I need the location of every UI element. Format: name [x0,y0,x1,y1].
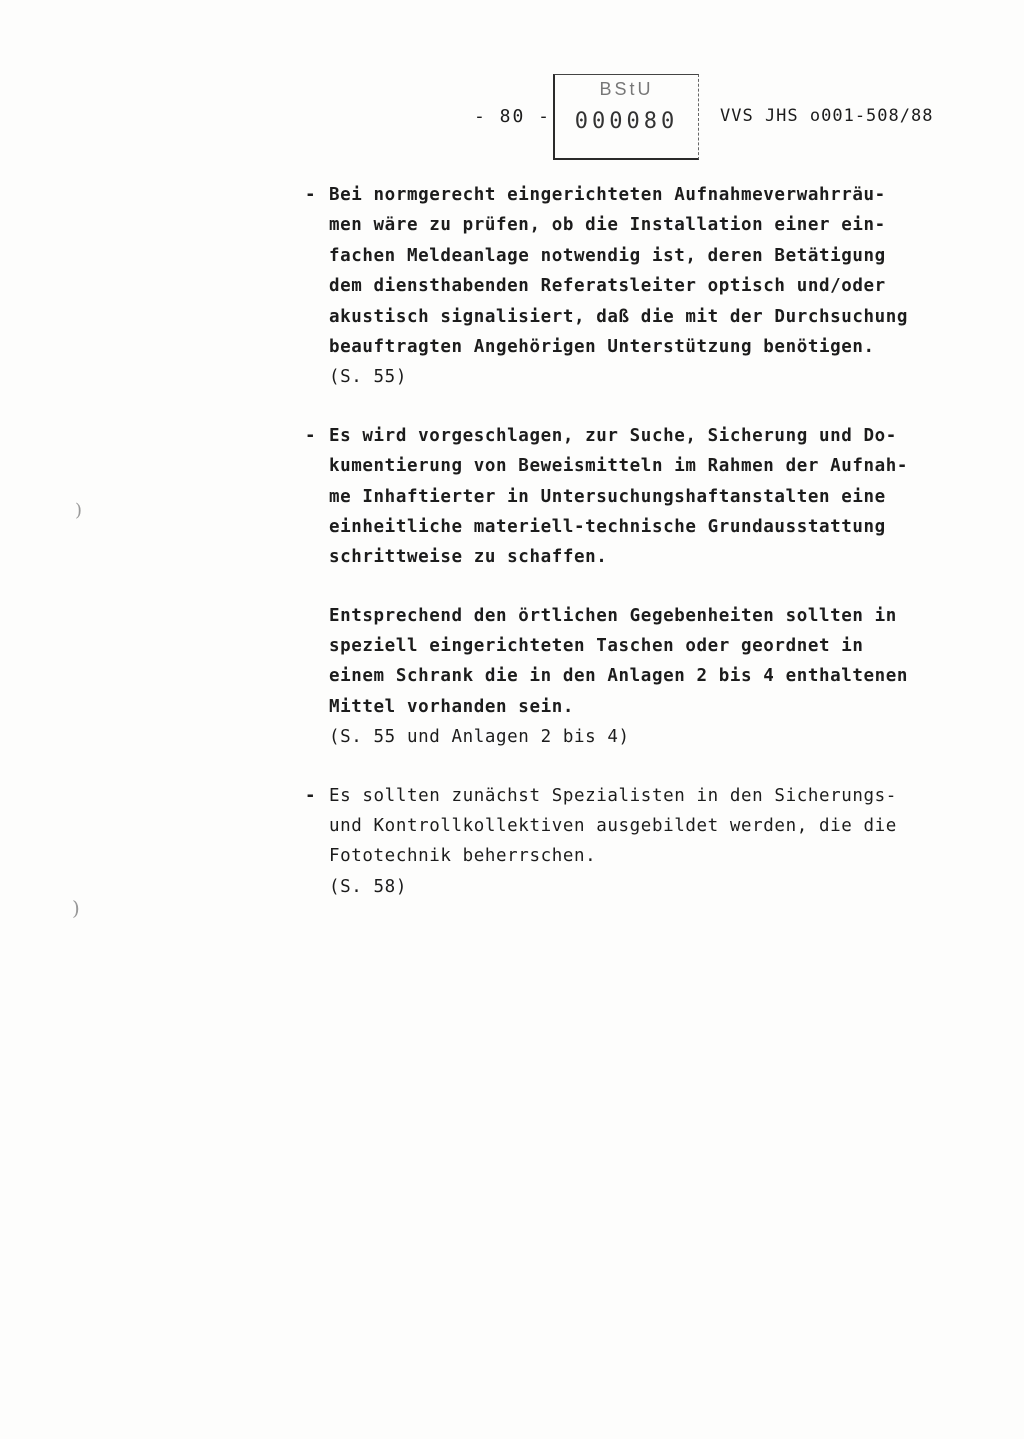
page-reference: (S. 58) [329,876,407,897]
stamp-number: 000080 [574,109,679,134]
text-line: me Inhaftierter in Untersuchungshaftanstalten eine [329,486,886,507]
list-item [305,781,985,903]
page-reference: (S. 55 und Anlagen 2 bis 4) [329,727,630,748]
text-line: schrittweise zu schaffen. [329,547,608,568]
text-line: fachen Meldeanlage notwendig ist, deren Betätigung [329,245,886,266]
bullet-dash: - [305,425,317,446]
list-item [305,180,985,393]
text-line: Fototechnik beherrschen. [329,846,597,867]
page-number: - 80 - [474,106,552,127]
text-line: einem Schrank die in den Anlagen 2 bis 4 enthaltenen [329,666,909,687]
bullet-dash: - [305,185,317,205]
list-item [305,421,985,753]
text-line: - Es wird vorgeschlagen, zur Suche, Sicherung und Do- [305,421,985,451]
text-line: einheitliche materiell-technische Grundausstattung [329,516,886,537]
text-line: akustisch signalisiert, daß die mit der Durchsuchung [329,306,909,327]
punch-mark: ) [72,896,80,920]
text-line: und Kontrollkollektiven ausgebildet werden, die die [329,816,897,837]
text-line: beauftragten Angehörigen Unterstützung benötigen. [329,336,875,357]
text-line: - Bei normgerecht eingerichteten Aufnahmeverwahrräu- [305,180,985,210]
stamp-agency: BStU [599,79,654,99]
punch-mark: ) [75,500,83,521]
bullet-dash: - [305,785,317,806]
text-line: dem diensthabenden Referatsleiter optisch und/oder [329,276,886,297]
text-line: speziell eingerichteten Taschen oder geordnet in [329,636,864,657]
document-reference: VVS JHS o001-508/88 [720,106,934,126]
page-reference: (S. 55) [329,367,407,388]
text-line: men wäre zu prüfen, ob die Installation einer ein- [329,215,886,236]
archive-stamp [553,74,699,160]
text-line: Mittel vorhanden sein. [329,696,574,717]
text-line: - Es sollten zunächst Spezialisten in den Sicherungs- [305,781,985,811]
text-line: kumentierung von Beweismitteln im Rahmen der Aufnah- [329,456,909,477]
body-text [305,180,985,902]
text-line: Entsprechend den örtlichen Gegebenheiten sollten in [329,605,897,626]
